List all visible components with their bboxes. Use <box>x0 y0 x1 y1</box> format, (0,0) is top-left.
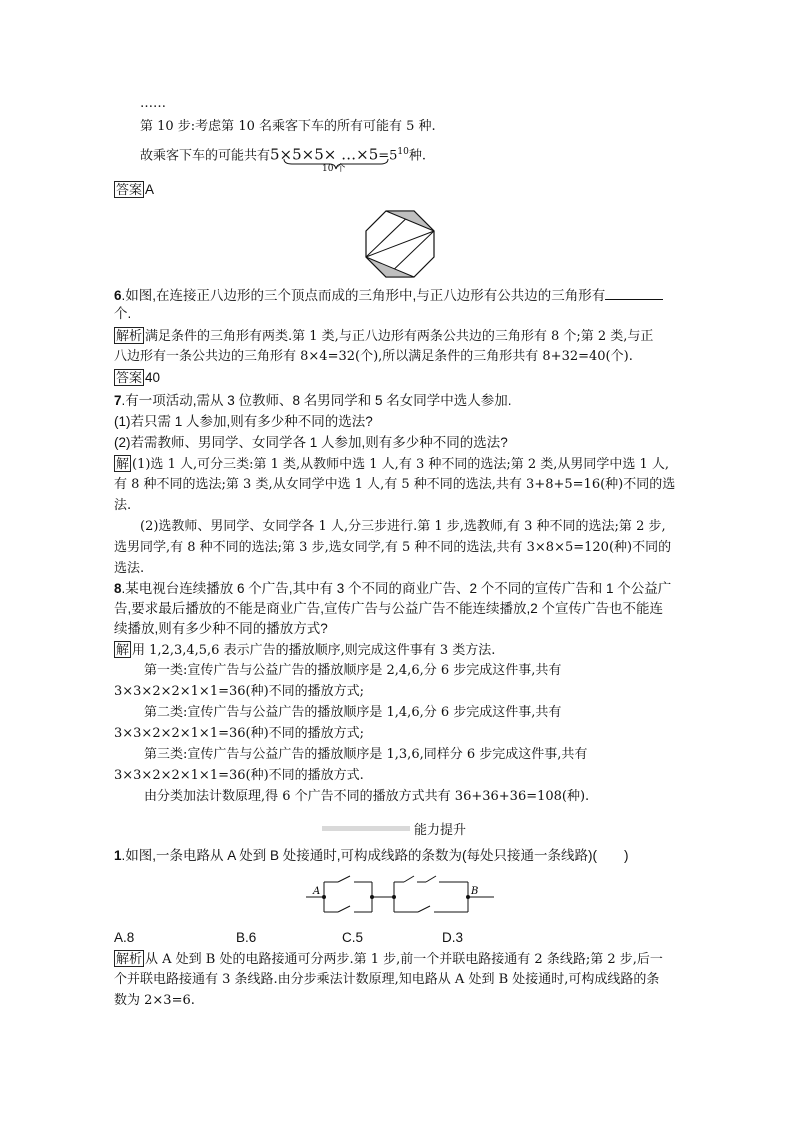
q8-sol-1: 解 用 1,2,3,4,5,6 表示广告的播放顺序,则完成这件事有 3 类方法. <box>116 642 496 658</box>
q6-number: 6 <box>114 288 122 303</box>
q8-sol-7: 3×3×2×2×1×1=36(种)不同的播放方式. <box>114 768 364 783</box>
q6-analysis-1: 解析 满足条件的三角形有两类.第 1 类,与正八边形有两条公共边的三角形有 8 个;第 2 类,与正 <box>116 328 654 344</box>
section-bar <box>322 826 410 831</box>
q7-part2: (2)若需教师、男同学、女同学各 1 人参加,则有多少种不同的选法? <box>114 435 508 450</box>
total-suffix: 种. <box>408 148 426 164</box>
q6-text-end: 个. <box>114 306 132 321</box>
q1-text: 1.如图,一条电路从 A 处到 B 处接通时,可构成线路的条数为(每处只接通一条线路)( ) <box>114 848 629 863</box>
octagon-figure <box>360 205 440 283</box>
q1-number: 1 <box>114 848 122 863</box>
q7-part1: (1)若只需 1 人参加,则有多少种不同的选法? <box>114 414 373 429</box>
q8-sol-6: 第三类:宣传广告与公益广告的播放顺序是 1,3,6,同样分 6 步完成这件事,共有 <box>144 747 588 762</box>
q8-text-3: 续播放,则有多少种不同的播放方式? <box>114 621 328 636</box>
q8-number: 8 <box>114 581 122 596</box>
q7-number: 7 <box>114 393 122 408</box>
q7-sol-1: 解 (1)选 1 人,可分三类:第 1 类,从教师中选 1 人,有 3 种不同的选法;第 2 类,从男同学中选 1 人, <box>116 456 670 472</box>
answer-tag: 答案 <box>116 370 143 385</box>
q8-text-1: 8.某电视台连续播放 6 个广告,其中有 3 个不同的商业广告、2 个不同的宣传广告和 1 个公益广 <box>114 581 672 596</box>
q8-sol-5: 3×3×2×2×1×1=36(种)不同的播放方式; <box>114 726 365 741</box>
total-prefix: 故乘客下车的可能共有 <box>140 148 271 164</box>
option-c[interactable]: C.5 <box>342 930 364 945</box>
q8-sol-4: 第二类:宣传广告与公益广告的播放顺序是 1,4,6,分 6 步完成这件事,共有 <box>144 705 562 720</box>
q1-analysis-1: 解析 从 A 处到 B 处的电路接通可分两步.第 1 步,前一个并联电路接通有 2 条线路;第 2 步,后一 <box>116 951 663 967</box>
q6-text <box>114 287 663 305</box>
total-eq: =5 <box>378 148 398 164</box>
q7-sol-4: (2)选教师、男同学、女同学各 1 人,分三步进行.第 1 步,选教师,有 3 种不同的选法;第 2 步, <box>140 519 666 534</box>
circuit-diagram <box>300 872 500 922</box>
label-b: B <box>471 886 479 897</box>
q7-sol-3: 法. <box>114 498 132 513</box>
total-exp: 10 <box>397 147 409 157</box>
option-a[interactable]: A.8 <box>114 930 135 945</box>
analysis-tag: 解析 <box>116 328 143 343</box>
prev-answer <box>114 181 154 200</box>
solution-tag: 解 <box>116 456 130 471</box>
step10-text: 第 10 步:考虑第 10 名乘客下车的所有可能有 5 种. <box>140 119 436 134</box>
q7-text: 7.有一项活动,需从 3 位教师、8 名男同学和 5 名女同学中选人参加. <box>114 393 512 408</box>
q8-text-2: 告,要求最后播放的不能是商业广告,宣传广告与公益广告不能连续播放,2 个宣传广告也不能连 <box>114 601 664 616</box>
q7-sol-2: 有 8 种不同的选法;第 3 类,从女同学中选 1 人,有 5 种不同的选法,共有 3+8+5=16(种)不同的选 <box>114 477 676 492</box>
q8-sol-2: 第一类:宣传广告与公益广告的播放顺序是 2,4,6,分 6 步完成这件事,共有 <box>144 663 562 678</box>
q6-analysis-2: 八边形有一条公共边的三角形有 8×4=32(个),所以满足条件的三角形共有 8+32=40(个). <box>114 349 633 364</box>
q6-answer: 答案 40 <box>116 370 161 385</box>
answer-tag: 答案 <box>116 182 143 197</box>
q8-sol-8: 由分类加法计数原理,得 6 个广告不同的播放方式共有 36+36+36=108(种). <box>144 789 590 804</box>
answer-value: A <box>145 182 155 197</box>
answer-blank <box>605 287 663 300</box>
analysis-tag: 解析 <box>116 951 143 966</box>
solution-tag: 解 <box>116 642 130 657</box>
brace-label: 10 个 <box>322 164 346 174</box>
label-a: A <box>313 886 321 897</box>
total-product: 5×5×5× …×5 <box>270 145 379 164</box>
q7-sol-5: 选男同学,有 8 种不同的选法;第 3 步,选女同学,有 5 种不同的选法,共有 3×8×5=120(种)不同的 <box>114 540 672 555</box>
ellipsis-text: …… <box>140 96 166 111</box>
option-d[interactable]: D.3 <box>442 930 464 945</box>
q6-question: .如图,在连接正八边形的三个顶点而成的三角形中,与正八边形有公共边的三角形有 <box>121 288 606 303</box>
q1-analysis-2: 个并联电路接通有 3 条线路.由分步乘法计数原理,知电路从 A 处到 B 处接通时,可构成线路的条 <box>114 972 660 987</box>
q1-analysis-3: 数为 2×3=6. <box>114 993 195 1008</box>
section-title: 能力提升 <box>414 822 467 837</box>
option-b[interactable]: B.6 <box>236 930 257 945</box>
q7-sol-6: 选法. <box>114 561 145 576</box>
q8-sol-3: 3×3×2×2×1×1=36(种)不同的播放方式; <box>114 684 365 699</box>
